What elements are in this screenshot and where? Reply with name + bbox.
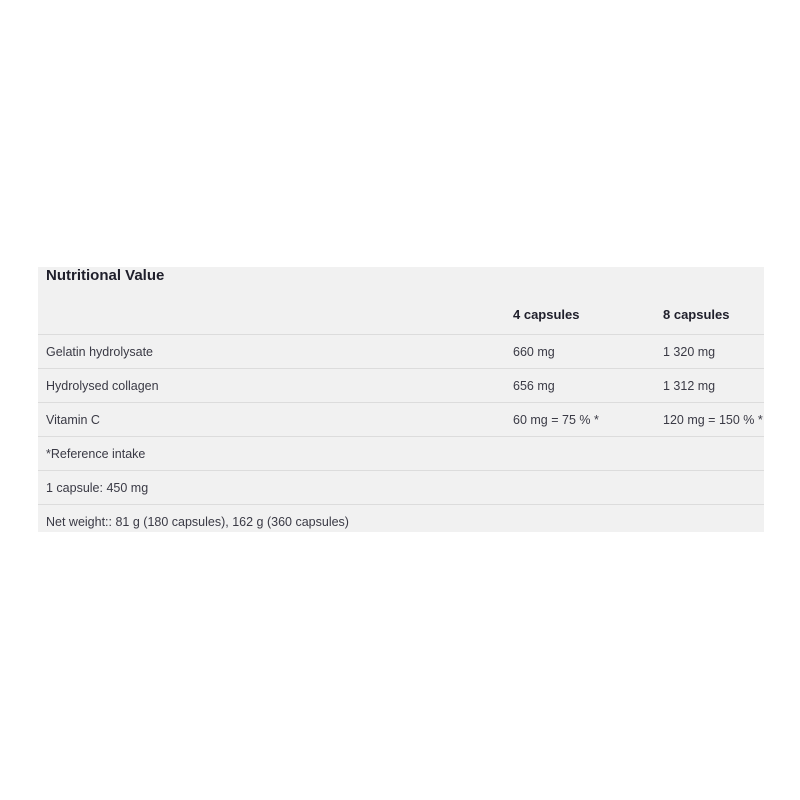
column-header-4-capsules: 4 capsules [513,307,580,322]
column-header-nutrient [38,293,505,335]
capsule-weight-note: 1 capsule: 450 mg [38,471,764,505]
nutrition-table [38,293,764,538]
value-8-capsules: 1 320 mg [655,335,764,369]
table-row [38,369,764,403]
value-4-capsules: 660 mg [505,335,655,369]
value-4-capsules: 60 mg = 75 % * [505,403,655,437]
table-row [38,335,764,369]
note-row [38,471,764,505]
value-8-capsules: 1 312 mg [655,369,764,403]
table-header-row [38,293,764,335]
nutrition-panel [38,267,764,532]
reference-intake-note: *Reference intake [38,437,764,471]
nutrient-label: Vitamin C [38,403,505,437]
table-row [38,403,764,437]
nutrient-label: Gelatin hydrolysate [38,335,505,369]
nutrient-label: Hydrolysed collagen [38,369,505,403]
value-4-capsules: 656 mg [505,369,655,403]
note-row [38,437,764,471]
nutrition-title: Nutritional Value [46,267,165,284]
value-8-capsules: 120 mg = 150 % * [655,403,764,437]
column-header-8-capsules: 8 capsules [663,307,730,322]
net-weight-note: Net weight:: 81 g (180 capsules), 162 g (360 capsules) [38,505,764,539]
note-row [38,505,764,539]
